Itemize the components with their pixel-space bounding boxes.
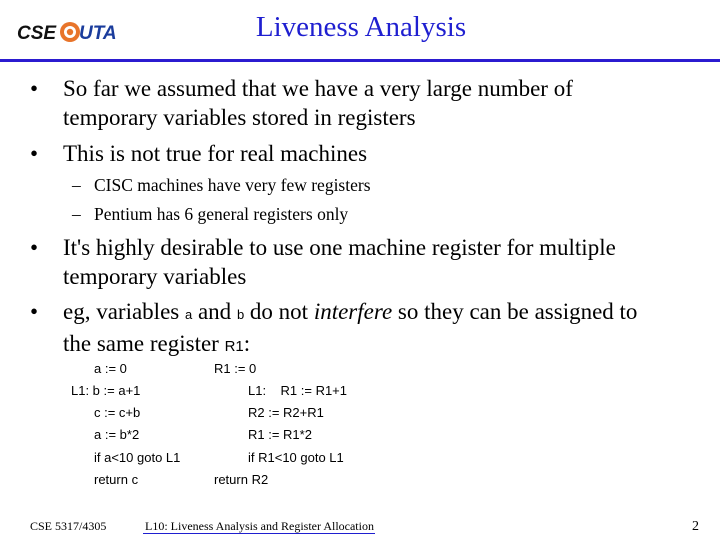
code-left-line-3: c := c+b — [94, 405, 141, 420]
bullet-1 — [30, 74, 690, 132]
bullet-4 — [30, 297, 690, 355]
variable-b: b — [236, 307, 245, 322]
code-right-line-5: if R1<10 goto L1 — [248, 450, 344, 465]
sub-bullet-1-text: CISC machines have very few registers — [94, 175, 371, 195]
bullet-4-colon: : — [243, 331, 251, 356]
footer-page-number: 2 — [692, 519, 699, 534]
code-left-line-4: a := b*2 — [94, 427, 140, 442]
bullet-4-line-2 — [63, 329, 703, 361]
code-left-line-1: a := 0 — [94, 361, 127, 376]
bullet-dot: • — [30, 141, 39, 166]
footer-underline — [143, 533, 375, 534]
footer-course: CSE 5317/4305 — [30, 519, 107, 533]
code-right-line-1: R1 := 0 — [214, 361, 257, 376]
slide-title — [0, 11, 720, 44]
svg-text:CSE: CSE — [17, 23, 57, 44]
bullet-3-line-1: It's highly desirable to use one machine register for multiple — [63, 235, 616, 260]
bullet-4-pre: eg, variables — [63, 299, 185, 324]
code-right-line-2: L1: R1 := R1+1 — [248, 383, 348, 398]
slide-title-text: Liveness Analysis — [255, 11, 467, 43]
code-right-line-4: R1 := R1*2 — [248, 427, 312, 442]
code-left-line-5: if a<10 goto L1 — [94, 450, 181, 465]
bullet-2 — [30, 139, 690, 168]
bullet-3-line-2: temporary variables — [63, 264, 247, 289]
bullet-3 — [30, 233, 690, 291]
bullet-4-emphasis: interfere — [313, 299, 393, 324]
sub-bullet-2-text: Pentium has 6 general registers only — [94, 204, 349, 224]
bullet-4-and: and — [192, 299, 237, 324]
sub-bullet-dash: – — [72, 204, 81, 224]
bullet-dot: • — [30, 235, 39, 260]
bullet-dot: • — [30, 76, 39, 101]
code-left-line-6: return c — [94, 472, 139, 487]
bullet-1-line-2: temporary variables stored in registers — [63, 105, 416, 130]
bullet-2-text: This is not true for real machines — [63, 141, 368, 166]
footer-lecture: L10: Liveness Analysis and Register Allocation — [145, 519, 374, 533]
title-rule — [0, 59, 720, 62]
bullet-1-line-1: So far we assumed that we have a very large number of — [63, 76, 573, 101]
sub-bullet-dash: – — [72, 175, 81, 195]
register-r1: R1 — [224, 338, 244, 355]
bullet-4-line-2-pre: the same register — [63, 331, 225, 356]
code-left-line-2: L1: b := a+1 — [71, 383, 141, 398]
bullet-dot: • — [30, 299, 39, 324]
svg-text:UTA: UTA — [79, 23, 117, 44]
bullet-4-line-1 — [63, 297, 703, 329]
code-right-line-3: R2 := R2+R1 — [248, 405, 324, 420]
variable-a: a — [184, 307, 193, 322]
bullet-4-post: do not — [244, 299, 314, 324]
bullet-4-tail: so they can be assigned to — [392, 299, 638, 324]
code-right-line-6: return R2 — [214, 472, 269, 487]
